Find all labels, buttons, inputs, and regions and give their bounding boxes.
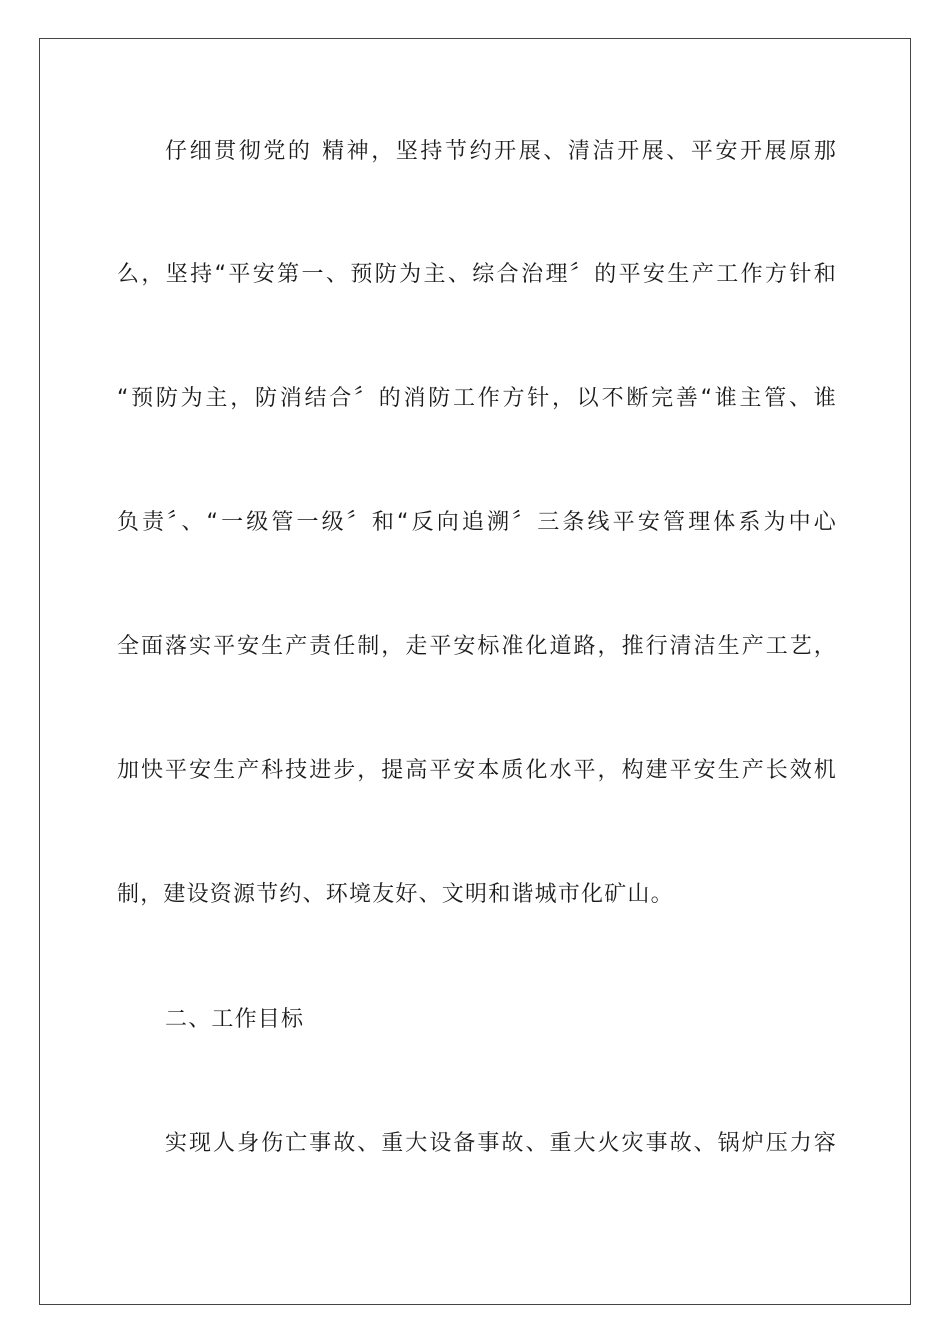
paragraph-line-4: 负责〞、“一级管一级〞和“反向追溯〞三条线平安管理体系为中心: [117, 510, 837, 535]
section-heading: 二、工作目标: [165, 1007, 305, 1032]
paragraph-line-next: 实现人身伤亡事故、重大设备事故、重大火灾事故、锅炉压力容: [165, 1131, 837, 1156]
paragraph-line-7: 制，建设资源节约、环境友好、文明和谐城市化矿山。: [117, 882, 674, 907]
paragraph-line-1: 仔细贯彻党的 精神，坚持节约开展、清洁开展、平安开展原那: [165, 139, 837, 164]
paragraph-line-5: 全面落实平安生产责任制，走平安标准化道路，推行清洁生产工艺，: [117, 634, 837, 659]
paragraph-line-2: 么，坚持“平安第一、预防为主、综合治理〞的平安生产工作方针和: [117, 262, 837, 287]
paragraph-line-3: “预防为主，防消结合〞的消防工作方针，以不断完善“谁主管、谁: [117, 386, 837, 411]
paragraph-line-6: 加快平安生产科技进步，提高平安本质化水平，构建平安生产长效机: [117, 758, 837, 783]
page-border: [39, 38, 911, 1305]
